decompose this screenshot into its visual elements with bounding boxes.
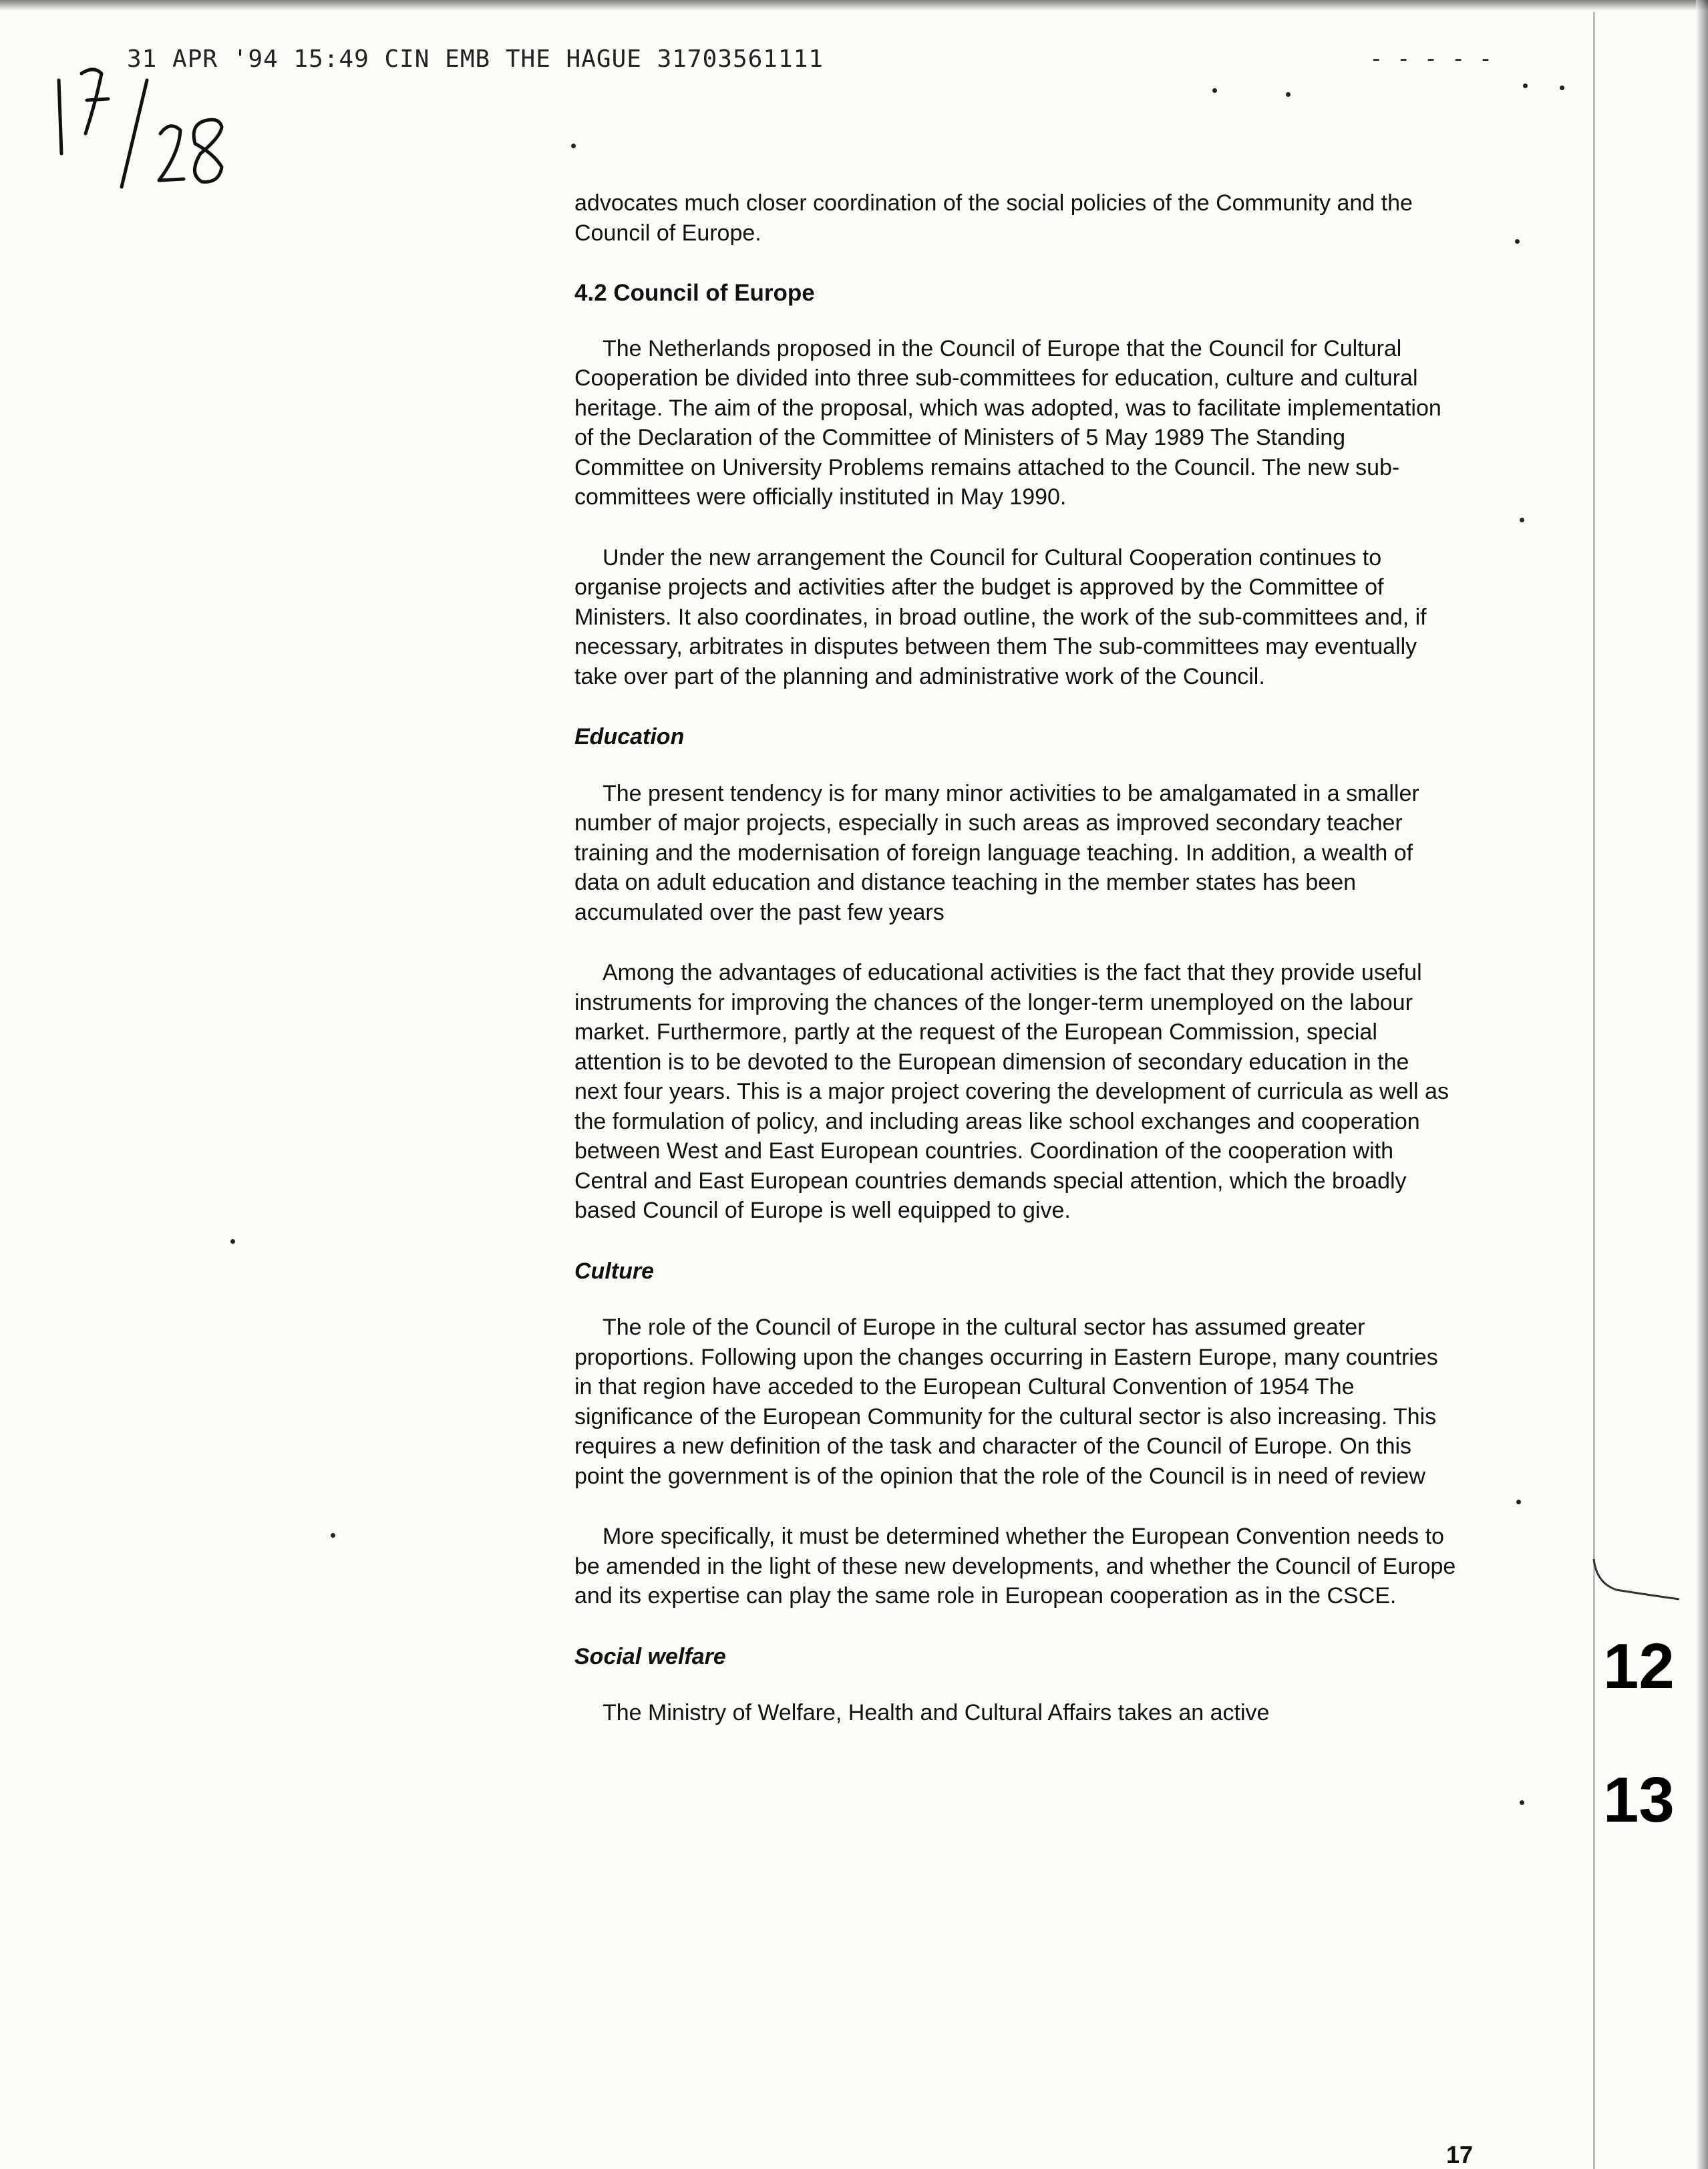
scan-speck	[1286, 92, 1291, 97]
section-heading: 4.2 Council of Europe	[574, 280, 815, 306]
page-fold-line	[1593, 12, 1595, 2169]
scan-speck	[1212, 88, 1217, 93]
scan-top-edge	[0, 0, 1708, 11]
document-body	[574, 188, 1456, 1759]
culture-paragraph-2: More specifically, it must be determined whether the European Convention needs to be amended in the light of these new developments, and whether the Council of Europe and its expertise can play the same role in European cooperation as in the CSCE.	[574, 1524, 1456, 1609]
page-number: 17	[1446, 2141, 1474, 2168]
education-paragraph-2: Among the advantages of educational activities is the fact that they provide useful instruments for improving the chances of the longer-term unemployed on the labour market. Furthermore, partly at the request of the European Commission, special attention is to be devoted to the European dimension of secondary education in the next four years. This is a major project covering the development of curricula as well as the formulation of policy, and including areas like school exchanges and cooperation between West and East European countries. Coordination of the cooperation with Central and East European countries demands special attention, which the broadly based Council of Europe is well equipped to give.	[574, 960, 1449, 1223]
social-welfare-heading: Social welfare	[574, 1643, 726, 1669]
education-heading: Education	[574, 724, 685, 749]
margin-bracket-mark	[1590, 1556, 1683, 1610]
scan-right-edge	[1696, 0, 1708, 2169]
intro-paragraph: advocates much closer coordination of the social policies of the Community and the Council of Europe.	[574, 190, 1413, 246]
culture-paragraph-1: The role of the Council of Europe in the cultural sector has assumed greater proportions. Following upon the changes occurring in Eastern Europe, many countries in that region have acceded to the European Cultural Convention of 1954 The significance of the European Community for the cultural sector is also increasing. This requires a new definition of the task and character of the Council of Europe. On this point the government is of the opinion that the role of the Council is in need of review	[574, 1315, 1438, 1489]
scan-speck	[331, 1533, 335, 1538]
scan-speck	[230, 1239, 235, 1244]
handwritten-page-reference	[47, 53, 240, 194]
social-welfare-paragraph: The Ministry of Welfare, Health and Cultural Affairs takes an active	[603, 1700, 1270, 1725]
council-paragraph-2: Under the new arrangement the Council for Cultural Cooperation continues to organise projects and activities after the budget is approved by the Committee of Ministers. It also coordinates, in broad outline, the work of the sub-committees and, if necessary, arbitrates in disputes between them The sub-committees may eventually take over part of the planning and administrative work of the Council.	[574, 544, 1427, 689]
culture-heading: Culture	[574, 1258, 654, 1284]
scan-speck	[1515, 239, 1520, 244]
margin-number-13: 13	[1603, 1764, 1675, 1836]
fax-header-trailing: - - - - -	[1369, 45, 1493, 72]
council-paragraph-1: The Netherlands proposed in the Council of Europe that the Council for Cultural Cooperation be divided into three sub-committees for education, culture and cultural heritage. The aim of the proposal, which was adopted, was to facilitate implementation of the Declaration of the Committee of Ministers of 5 May 1989 The Standing Committee on University Problems remains attached to the Council. The new sub-committees were officially instituted in May 1990.	[574, 335, 1441, 510]
margin-number-12: 12	[1603, 1631, 1675, 1702]
scan-speck	[571, 144, 576, 148]
scan-speck	[1516, 1500, 1521, 1504]
scan-speck	[1560, 86, 1564, 90]
scan-speck	[1520, 518, 1524, 522]
scan-speck	[1520, 1800, 1524, 1805]
education-paragraph-1: The present tendency is for many minor activities to be amalgamated in a smaller number of major projects, especially in such areas as improved secondary teacher training and the modernisation of foreign language teaching. In addition, a wealth of data on adult education and distance teaching in the member states has been accumulated over the past few years	[574, 780, 1419, 925]
fax-transmission-header: 31 APR '94 15:49 CIN EMB THE HAGUE 31703561111	[127, 45, 824, 73]
scan-speck	[1523, 84, 1528, 88]
